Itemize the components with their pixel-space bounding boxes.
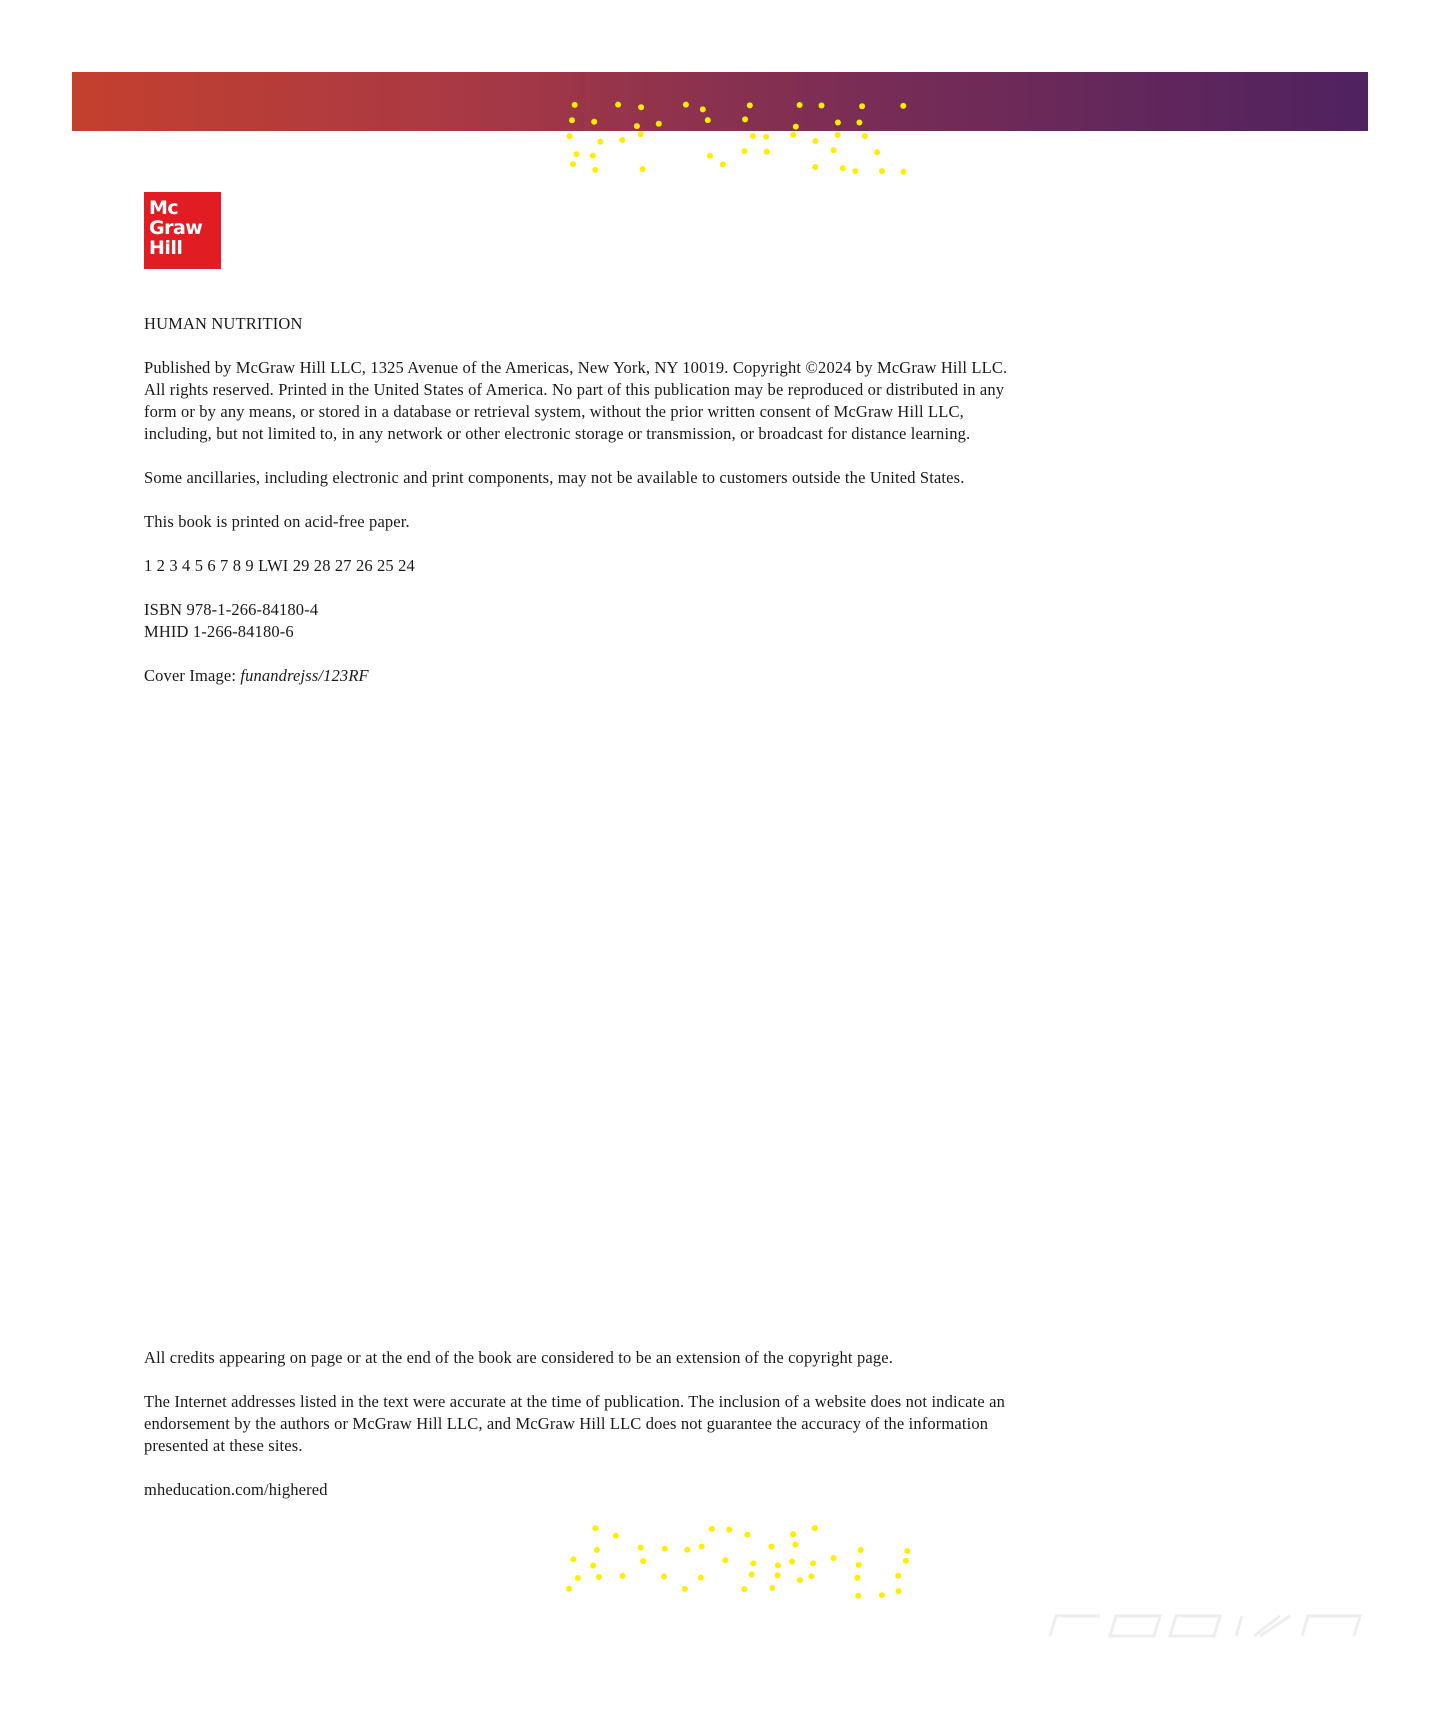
decorative-dot [856,1562,862,1568]
decorative-dot [835,120,841,126]
decorative-dot [793,124,799,130]
decorative-dot [662,1546,668,1552]
decorative-dot [793,1542,799,1548]
decorative-dot [640,166,646,172]
credits-notice: All credits appearing on page or at the end of the book are considered to be an extension of the copyright page. [144,1348,893,1367]
decorative-dot [698,1575,704,1581]
decorative-dot [874,149,880,155]
decorative-dot [590,153,596,159]
decorative-dot [656,121,662,127]
decorative-dot [831,1555,837,1561]
decorative-dots-top [568,104,928,184]
ancillaries-notice: Some ancillaries, including electronic and print components, may not be available to customers outside the United States. [144,468,965,487]
decorative-dot [638,104,644,110]
publisher-notice: Published by McGraw Hill LLC, 1325 Avenue of the Americas, New York, NY 10019. Copyright ©2024 by McGraw Hill LLC. All rights reserved. Printed in the United States of America. No part of this publication may be reproduced or distributed in any form or by any means, or stored in a database or retrieval system, without the prior written consent of McGraw Hill LLC, including, but not limited to, in any network or other electronic storage or transmission, or broadcast for distance learning. [144,358,1008,443]
faint-watermark-mark [1040,1612,1370,1640]
cover-image-credit [144,665,1019,687]
decorative-dot [812,1525,818,1531]
decorative-dot [750,133,756,139]
decorative-dot [591,119,597,125]
decorative-dot [592,167,598,173]
decorative-dot [831,147,837,153]
decorative-dot [634,123,640,129]
decorative-dot [570,1556,576,1562]
decorative-dot [597,139,603,145]
mhid: MHID 1-266-84180-6 [144,622,294,641]
decorative-dot [895,1573,901,1579]
decorative-dot [615,102,621,108]
decorative-dots-bottom [568,1528,928,1608]
decorative-dot [638,131,644,137]
decorative-dot [812,164,818,170]
internet-notice: The Internet addresses listed in the text were accurate at the time of publication. The inclusion of a website does not indicate an endorsement by the authors or McGraw Hill LLC, and McGraw Hill LLC does not guarantee the accuracy of the information presented at these sites. [144,1392,1006,1455]
decorative-dot [722,1557,728,1563]
decorative-dot [575,1575,581,1581]
decorative-dot [596,1574,602,1580]
decorative-dot [590,1563,596,1569]
decorative-dot [705,117,711,123]
decorative-dot [747,102,753,108]
decorative-dot [569,117,575,123]
decorative-dot [720,162,726,168]
decorative-dot [835,132,841,138]
decorative-dot [809,1573,815,1579]
decorative-dot [852,168,858,174]
printing-line: 1 2 3 4 5 6 7 8 9 LWI 29 28 27 26 25 24 [144,556,415,575]
decorative-dot [790,132,796,138]
decorative-dot [858,1547,864,1553]
decorative-dot [854,1575,860,1581]
cover-image-source: funandrejss/123RF [240,666,369,685]
logo-line-1: Mc [149,197,179,219]
decorative-dot [789,1559,795,1565]
decorative-dot [683,102,689,108]
decorative-dot [855,1593,861,1599]
decorative-dot [813,138,819,144]
decorative-dot [769,1585,775,1591]
website-link[interactable]: mheducation.com/highered [144,1480,328,1499]
isbn-block [144,599,1019,643]
decorative-dot [859,103,865,109]
decorative-dot [742,116,748,122]
decorative-dot [903,1558,909,1564]
mcgraw-hill-logo [144,192,221,269]
decorative-dot [901,169,907,175]
decorative-dot [879,168,885,174]
decorative-dot [749,1572,755,1578]
decorative-dot [904,1548,910,1554]
decorative-dot [750,1560,756,1566]
decorative-dot [661,1574,667,1580]
decorative-dot [699,1544,705,1550]
isbn: ISBN 978-1-266-84180-4 [144,600,319,619]
book-title: HUMAN NUTRITION [144,314,303,333]
decorative-dot [593,1525,599,1531]
decorative-dot [709,1526,715,1532]
decorative-dot [764,149,770,155]
decorative-dot [797,1577,803,1583]
decorative-dot [775,1572,781,1578]
paper-notice: This book is printed on acid-free paper. [144,512,410,531]
decorative-dot [797,102,803,108]
logo-line-2: Graw [149,217,203,239]
decorative-dot [862,133,868,139]
decorative-dot [769,1544,775,1550]
decorative-dot [819,103,825,109]
decorative-dot [684,1547,690,1553]
decorative-dot [840,165,846,171]
logo-line-3: Hill [149,237,183,259]
decorative-dot [741,1586,747,1592]
decorative-dot [570,161,576,167]
cover-image-label: Cover Image: [144,666,241,685]
decorative-dot [567,133,573,139]
copyright-text-top [144,313,1019,709]
decorative-dot [742,148,748,154]
decorative-dot [775,1562,781,1568]
decorative-dot [572,102,578,108]
decorative-dot [707,153,713,159]
decorative-dot [790,1531,796,1537]
decorative-dot [682,1586,688,1592]
decorative-dot [620,1573,626,1579]
decorative-dot [613,1533,619,1539]
decorative-dot [640,1558,646,1564]
copyright-text-bottom [144,1347,1019,1523]
decorative-dot [573,151,579,157]
decorative-dot [745,1532,751,1538]
decorative-dot [594,1547,600,1553]
decorative-dot [879,1592,885,1598]
decorative-dot [763,134,769,140]
decorative-dot [726,1527,732,1533]
decorative-dot [619,137,625,143]
decorative-dot [566,1586,572,1592]
decorative-dot [638,1545,644,1551]
decorative-dot [896,1588,902,1594]
decorative-dot [900,103,906,109]
decorative-dot [856,120,862,126]
decorative-dot [700,106,706,112]
decorative-dot [810,1560,816,1566]
